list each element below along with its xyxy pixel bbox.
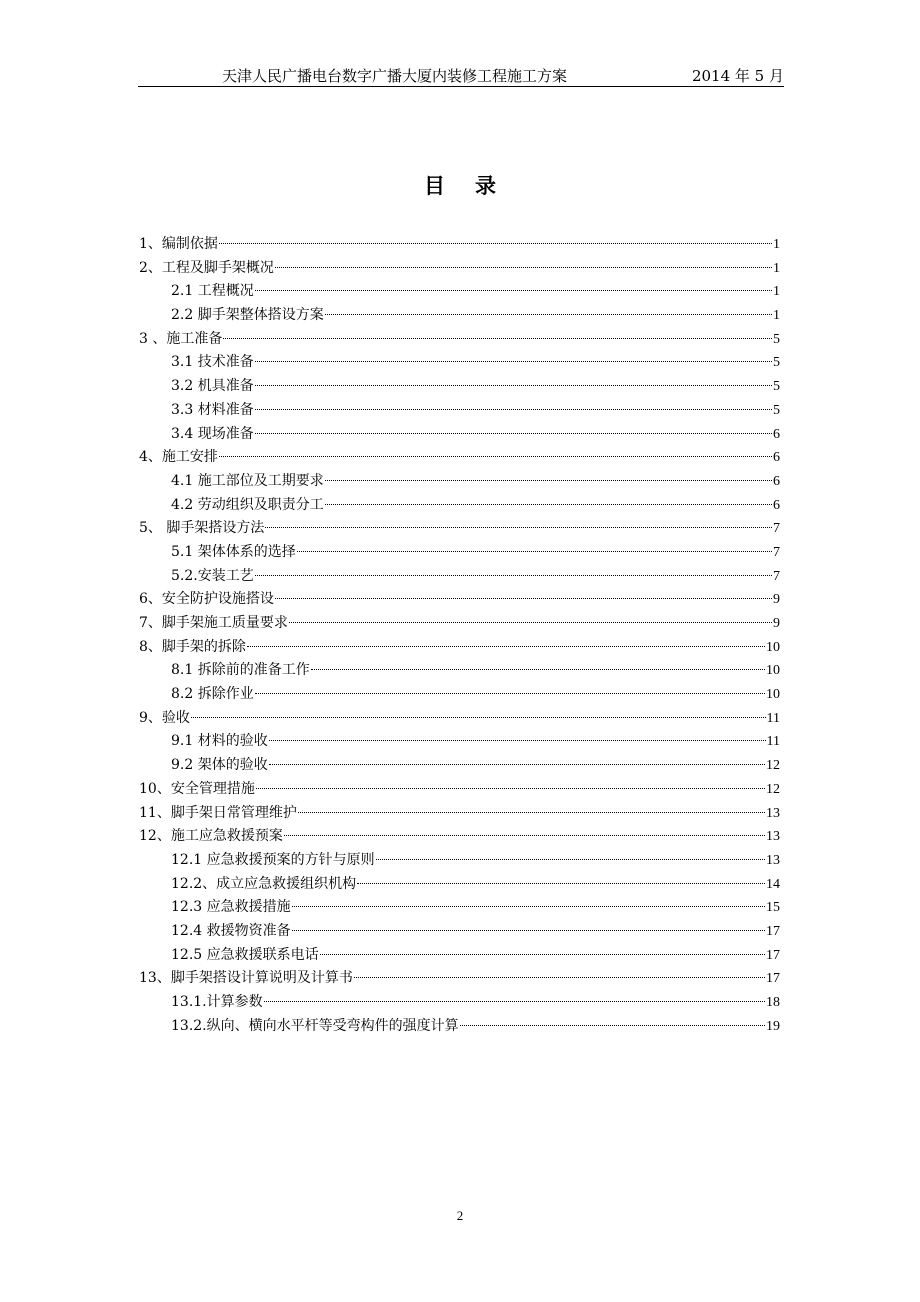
- toc-dot-leader: [269, 764, 765, 765]
- toc-entry[interactable]: [139, 967, 780, 991]
- toc-entry[interactable]: [139, 233, 780, 257]
- toc-entry-label: 12.4 救援物资准备: [171, 922, 291, 939]
- toc-dot-leader: [255, 693, 765, 694]
- toc-entry[interactable]: [139, 494, 780, 518]
- toc-entry[interactable]: [139, 304, 780, 328]
- toc-entry-label: 12.5 应急救援联系电话: [171, 946, 319, 963]
- toc-entry[interactable]: [139, 423, 780, 447]
- toc-entry-page: 5: [773, 402, 780, 418]
- toc-entry-label: 9、验收: [139, 709, 190, 726]
- toc-entry-page: 17: [766, 923, 780, 939]
- toc-entry-page: 1: [773, 284, 780, 300]
- toc-entry-page: 12: [766, 758, 780, 774]
- toc-dot-leader: [325, 504, 772, 505]
- toc-dot-leader: [247, 646, 765, 647]
- toc-entry-label: 3.4 现场准备: [171, 425, 254, 442]
- toc-entry-label: 13.2.纵向、横向水平杆等受弯构件的强度计算: [171, 1017, 459, 1034]
- header-date: 2014 年 5 月: [691, 67, 784, 85]
- toc-entry-page: 10: [766, 687, 780, 703]
- toc-entry-label: 12.2、成立应急救援组织机构: [171, 875, 357, 892]
- toc-entry-page: 12: [766, 781, 780, 797]
- toc-dot-leader: [292, 906, 765, 907]
- toc-entry-page: 17: [766, 947, 780, 963]
- toc-entry-page: 6: [773, 497, 780, 513]
- toc-dot-leader: [325, 480, 772, 481]
- toc-entry-label: 4、施工安排: [139, 449, 218, 466]
- toc-dot-leader: [325, 314, 772, 315]
- toc-entry-label: 8、脚手架的拆除: [139, 638, 246, 655]
- toc-entry[interactable]: [139, 399, 780, 423]
- toc-entry[interactable]: [139, 351, 780, 375]
- toc-entry[interactable]: [139, 446, 780, 470]
- toc-dot-leader: [298, 812, 765, 813]
- toc-entry-page: 18: [766, 995, 780, 1010]
- toc-entry-label: 2.2 脚手架整体搭设方案: [171, 307, 324, 324]
- toc-entry-page: 10: [766, 639, 780, 655]
- toc-entry-label: 3.1 技术准备: [171, 354, 254, 371]
- toc-entry[interactable]: [139, 565, 780, 589]
- toc-dot-leader: [255, 575, 772, 576]
- toc-entry[interactable]: [139, 707, 780, 731]
- toc-dot-leader: [275, 598, 772, 599]
- toc-dot-leader: [311, 669, 765, 670]
- toc-entry[interactable]: [139, 825, 780, 849]
- toc-entry-label: 3 、施工准备: [139, 330, 223, 347]
- toc-entry[interactable]: [139, 849, 780, 873]
- toc-entry-page: 19: [766, 1018, 780, 1034]
- toc-entry-page: 9: [773, 592, 780, 608]
- toc-entry[interactable]: [139, 517, 780, 541]
- toc-entry-page: 1: [773, 308, 780, 324]
- toc-dot-leader: [460, 1025, 765, 1026]
- toc-entry-label: 7、脚手架施工质量要求: [139, 615, 288, 631]
- toc-entry-label: 11、脚手架日常管理维护: [139, 804, 297, 821]
- toc-dot-leader: [357, 883, 765, 884]
- toc-entry-label: 5.1 架体体系的选择: [171, 543, 296, 560]
- toc-entry-label: 6、安全防护设施搭设: [139, 591, 274, 608]
- header-title: 天津人民广播电台数字广播大厦内装修工程施工方案: [222, 67, 568, 85]
- toc-dot-leader: [191, 717, 766, 718]
- toc-dot-leader: [256, 788, 765, 789]
- toc-entry-label: 12.1 应急救援预案的方针与原则: [171, 851, 375, 868]
- toc-entry[interactable]: [139, 257, 780, 281]
- toc-entry-page: 5: [773, 355, 780, 371]
- toc-entry-label: 13、脚手架搭设计算说明及计算书: [139, 970, 353, 987]
- toc-entry-label: 10、安全管理措施: [139, 780, 255, 797]
- toc-entry[interactable]: [139, 588, 780, 612]
- toc-entry-page: 13: [766, 829, 780, 845]
- toc-title: 目录: [424, 174, 526, 198]
- toc-dot-leader: [264, 1001, 765, 1002]
- toc-entry-page: 14: [766, 876, 780, 892]
- toc-entry[interactable]: [139, 636, 780, 660]
- toc-entry[interactable]: [139, 541, 780, 565]
- toc-entry-page: 13: [766, 852, 780, 868]
- toc-entry-label: 3.2 机具准备: [171, 378, 254, 395]
- toc-entry-label: 5.2.安装工艺: [171, 567, 254, 584]
- toc-dot-leader: [289, 622, 772, 623]
- toc-entry[interactable]: [139, 754, 780, 778]
- toc-dot-leader: [320, 954, 765, 955]
- toc-entry-page: 15: [766, 900, 780, 916]
- toc-entry[interactable]: [139, 1015, 780, 1039]
- toc-dot-leader: [297, 551, 772, 552]
- toc-entry-page: 11: [766, 734, 780, 750]
- toc-dot-leader: [219, 243, 772, 244]
- toc-entry-label: 3.3 材料准备: [171, 401, 254, 418]
- toc-entry[interactable]: [139, 802, 780, 826]
- toc-entry[interactable]: [139, 612, 780, 636]
- toc-dot-leader: [275, 267, 772, 268]
- toc-entry-page: 7: [773, 521, 780, 537]
- toc-entry[interactable]: [139, 375, 780, 399]
- toc-entry[interactable]: [139, 730, 780, 754]
- toc-entry[interactable]: [139, 280, 780, 304]
- table-of-contents: [139, 233, 780, 1038]
- toc-entry-page: 5: [773, 331, 780, 347]
- toc-entry-label: 12.3 应急救援措施: [171, 899, 291, 916]
- toc-entry[interactable]: [139, 873, 780, 897]
- toc-entry[interactable]: [139, 896, 780, 920]
- toc-entry-label: 13.1.计算参数: [171, 994, 263, 1010]
- toc-entry-label: 5、 脚手架搭设方法: [139, 520, 265, 537]
- toc-dot-leader: [255, 409, 772, 410]
- toc-dot-leader: [255, 385, 772, 386]
- toc-entry[interactable]: [139, 470, 780, 494]
- toc-entry-label: 4.1 施工部位及工期要求: [171, 472, 324, 489]
- toc-dot-leader: [255, 433, 772, 434]
- toc-entry-page: 11: [766, 710, 780, 726]
- toc-entry-page: 6: [773, 473, 780, 489]
- toc-entry[interactable]: [139, 328, 780, 352]
- toc-entry[interactable]: [139, 778, 780, 802]
- toc-entry-label: 12、施工应急救援预案: [139, 828, 283, 845]
- toc-dot-leader: [255, 290, 772, 291]
- toc-entry-page: 6: [773, 450, 780, 466]
- toc-entry[interactable]: [139, 991, 780, 1015]
- toc-entry[interactable]: [139, 944, 780, 968]
- toc-entry-page: 7: [773, 568, 780, 584]
- toc-entry-label: 8.2 拆除作业: [171, 686, 254, 703]
- toc-entry[interactable]: [139, 659, 780, 683]
- toc-entry-page: 5: [773, 379, 780, 395]
- toc-entry[interactable]: [139, 683, 780, 707]
- toc-entry-page: 10: [766, 663, 780, 679]
- page-header: [138, 66, 784, 87]
- toc-dot-leader: [284, 835, 765, 836]
- toc-entry-page: 13: [766, 805, 780, 821]
- toc-entry-page: 9: [773, 616, 780, 631]
- toc-entry-page: 17: [766, 971, 780, 987]
- toc-dot-leader: [376, 859, 765, 860]
- toc-entry-label: 2、工程及脚手架概况: [139, 259, 274, 276]
- toc-dot-leader: [354, 977, 765, 978]
- toc-entry-page: 1: [773, 237, 780, 252]
- toc-entry-label: 2.1 工程概况: [171, 283, 254, 300]
- toc-entry-label: 8.1 拆除前的准备工作: [171, 662, 310, 679]
- toc-entry-page: 6: [773, 426, 780, 442]
- toc-entry-label: 4.2 劳动组织及职责分工: [171, 496, 324, 513]
- toc-entry-label: 1、编制依据: [139, 236, 218, 252]
- toc-entry-label: 9.2 架体的验收: [171, 757, 268, 774]
- toc-entry[interactable]: [139, 920, 780, 944]
- toc-dot-leader: [269, 740, 766, 741]
- toc-entry-label: 9.1 材料的验收: [171, 733, 268, 750]
- toc-dot-leader: [223, 338, 772, 339]
- toc-dot-leader: [292, 930, 765, 931]
- toc-dot-leader: [255, 361, 772, 362]
- toc-dot-leader: [219, 456, 772, 457]
- toc-dot-leader: [265, 527, 772, 528]
- page-number: 2: [456, 1208, 464, 1223]
- toc-entry-page: 1: [773, 260, 780, 276]
- toc-entry-page: 7: [773, 544, 780, 560]
